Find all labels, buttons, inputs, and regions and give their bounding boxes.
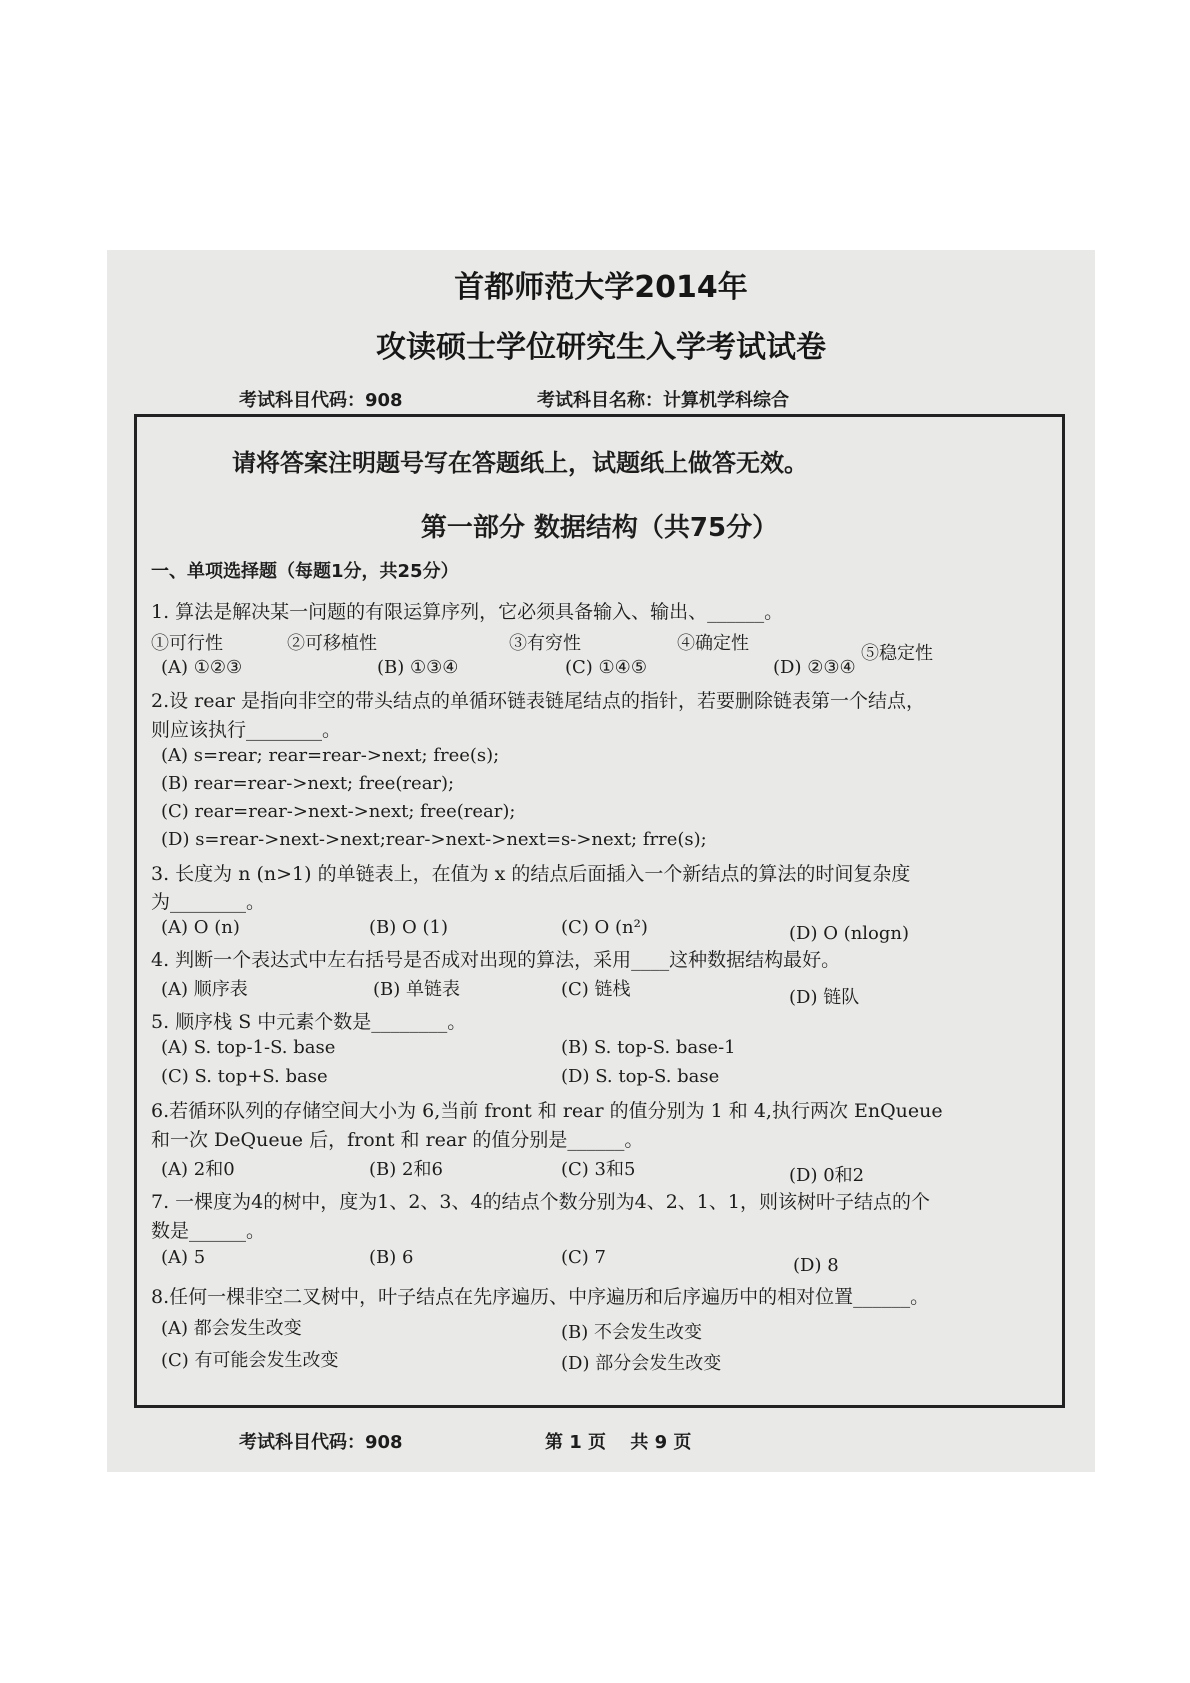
q4-option-c: (C) 链栈 <box>561 979 631 1000</box>
q3-option-d: (D) O (nlogn) <box>789 923 910 944</box>
q4-option-d: (D) 链队 <box>789 987 860 1008</box>
q8-option-b: (B) 不会发生改变 <box>561 1322 702 1343</box>
q1-option-b: (B) ①③④ <box>377 657 459 678</box>
question-3-stem: 3. 长度为 n (n>1) 的单链表上，在值为 x 的结点后面插入一个新结点的算法的时间复杂度 <box>151 863 911 885</box>
question-6-stem-2: 和一次 DeQueue 后，front 和 rear 的值分别是______。 <box>151 1129 644 1151</box>
q2-option-c: (C) rear=rear->next->next; free(rear); <box>161 801 516 822</box>
q5-option-a: (A) S. top-1-S. base <box>161 1037 336 1058</box>
question-2-stem-2: 则应该执行________。 <box>151 719 342 741</box>
subsection-title: 一、单项选择题（每题1分，共25分） <box>151 561 459 582</box>
university-title: 首都师范大学2014年 <box>454 270 748 305</box>
q3-option-b: (B) O (1) <box>369 917 448 938</box>
q8-option-d: (D) 部分会发生改变 <box>561 1353 722 1374</box>
q6-option-d: (D) 0和2 <box>789 1165 865 1186</box>
q1-item-3: ③有穷性 <box>509 633 581 654</box>
q7-option-c: (C) 7 <box>561 1247 606 1268</box>
q1-item-5: ⑤稳定性 <box>861 643 933 664</box>
answer-notice: 请将答案注明题号写在答题纸上，试题纸上做答无效。 <box>232 449 808 477</box>
q5-option-d: (D) S. top-S. base <box>561 1066 720 1087</box>
q8-option-c: (C) 有可能会发生改变 <box>161 1350 339 1371</box>
footer-subject-code: 考试科目代码：908 <box>239 1432 403 1453</box>
q3-option-a: (A) O (n) <box>161 917 240 938</box>
footer-page-number: 第 1 页 共 9 页 <box>545 1432 692 1453</box>
q7-option-a: (A) 5 <box>161 1247 206 1268</box>
q7-option-b: (B) 6 <box>369 1247 414 1268</box>
question-3-stem-2: 为________。 <box>151 891 266 913</box>
q5-option-c: (C) S. top+S. base <box>161 1066 328 1087</box>
question-7-stem-2: 数是______。 <box>151 1220 266 1242</box>
q1-item-4: ④确定性 <box>677 633 749 654</box>
q2-option-d: (D) s=rear->next->next;rear->next->next=s->next; frre(s); <box>161 829 707 850</box>
subject-name: 考试科目名称：计算机学科综合 <box>537 390 789 411</box>
question-5-stem: 5. 顺序栈 S 中元素个数是________。 <box>151 1011 467 1033</box>
exam-title: 攻读硕士学位研究生入学考试试卷 <box>376 330 826 365</box>
q8-option-a: (A) 都会发生改变 <box>161 1318 302 1339</box>
q1-option-c: (C) ①④⑤ <box>565 657 647 678</box>
question-frame <box>134 414 1065 1408</box>
q7-option-d: (D) 8 <box>793 1255 839 1276</box>
q2-option-a: (A) s=rear; rear=rear->next; free(s); <box>161 745 500 766</box>
question-4-stem: 4. 判断一个表达式中左右括号是否成对出现的算法，采用____这种数据结构最好。 <box>151 949 841 971</box>
q1-item-2: ②可移植性 <box>287 633 377 654</box>
q6-option-b: (B) 2和6 <box>369 1159 443 1180</box>
q4-option-b: (B) 单链表 <box>373 979 460 1000</box>
q1-item-1: ①可行性 <box>151 633 223 654</box>
question-6-stem: 6.若循环队列的存储空间大小为 6,当前 front 和 rear 的值分别为 1 和 4,执行两次 EnQueue <box>151 1100 943 1122</box>
q6-option-c: (C) 3和5 <box>561 1159 636 1180</box>
subject-code: 考试科目代码：908 <box>239 390 403 411</box>
question-1-stem: 1. 算法是解决某一问题的有限运算序列，它必须具备输入、输出、______。 <box>151 601 784 623</box>
question-8-stem: 8.任何一棵非空二叉树中，叶子结点在先序遍历、中序遍历和后序遍历中的相对位置______。 <box>151 1286 930 1308</box>
q1-option-d: (D) ②③④ <box>773 657 856 678</box>
question-7-stem: 7. 一棵度为4的树中，度为1、2、3、4的结点个数分别为4、2、1、1，则该树叶子结点的个 <box>151 1191 930 1213</box>
q4-option-a: (A) 顺序表 <box>161 979 248 1000</box>
q5-option-b: (B) S. top-S. base-1 <box>561 1037 736 1058</box>
scanned-exam-page <box>107 250 1095 1472</box>
question-2-stem: 2.设 rear 是指向非空的带头结点的单循环链表链尾结点的指针，若要删除链表第一个结点， <box>151 690 925 712</box>
q6-option-a: (A) 2和0 <box>161 1159 235 1180</box>
section-title: 第一部分 数据结构（共75分） <box>420 513 779 543</box>
q3-option-c: (C) O (n²) <box>561 917 648 938</box>
q2-option-b: (B) rear=rear->next; free(rear); <box>161 773 455 794</box>
q1-option-a: (A) ①②③ <box>161 657 243 678</box>
